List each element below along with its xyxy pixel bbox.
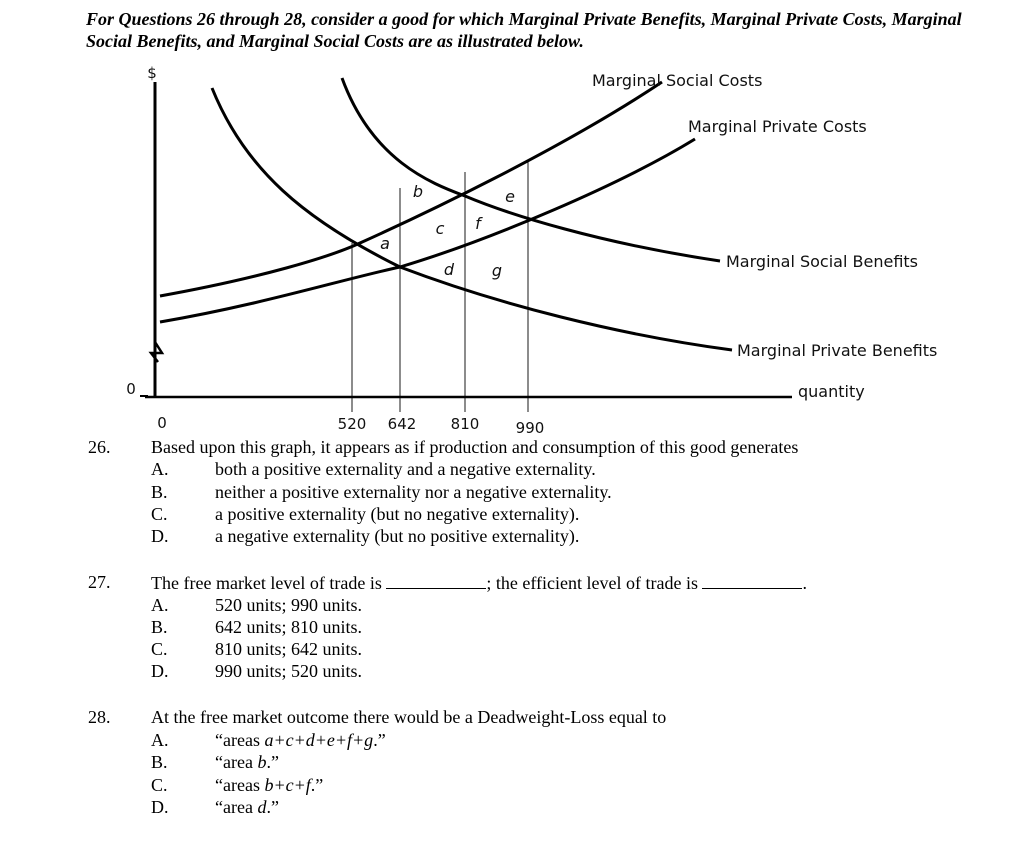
curve-marginal-private-benefits — [212, 88, 732, 350]
option-d[interactable]: D. “area d.” — [151, 797, 279, 817]
option-c[interactable]: C. 810 units; 642 units. — [151, 639, 363, 659]
option-d[interactable]: D. 990 units; 520 units. — [151, 661, 363, 681]
y-axis-break-icon — [151, 342, 162, 362]
question-stem: Based upon this graph, it appears as if production and consumption of this good generates — [151, 437, 799, 457]
x-axis-label: quantity — [798, 382, 865, 401]
x-tick-990: 990 — [515, 419, 545, 437]
question-number: 26. — [88, 437, 111, 457]
label-marginal-social-costs: Marginal Social Costs — [592, 71, 763, 90]
question-stem: At the free market outcome there would be a Deadweight-Loss equal to — [151, 707, 667, 727]
question-26 — [88, 437, 1008, 547]
question-number: 27. — [88, 572, 111, 592]
area-label-e: e — [505, 187, 515, 206]
area-label-b: b — [412, 182, 424, 201]
option-a[interactable]: A. 520 units; 990 units. — [151, 595, 363, 615]
x-tick-642: 642 — [387, 415, 417, 433]
option-b[interactable]: B. “area b.” — [151, 752, 279, 772]
curve-marginal-social-benefits — [342, 78, 720, 261]
curve-marginal-private-costs — [160, 139, 695, 322]
y-axis-label: $ — [147, 64, 157, 82]
answer-blank-1[interactable] — [386, 572, 486, 589]
area-label-g: g — [491, 261, 503, 280]
option-c[interactable]: C. a positive externality (but no negative externality). — [151, 504, 580, 524]
question-stem: The free market level of trade is ; the efficient level of trade is . — [151, 573, 807, 593]
origin-label-left: 0 — [126, 380, 136, 398]
x-tick-520: 520 — [337, 415, 367, 433]
label-marginal-private-benefits: Marginal Private Benefits — [737, 341, 938, 360]
origin-label-bottom: 0 — [157, 414, 167, 432]
option-d[interactable]: D. a negative externality (but no positive externality). — [151, 526, 580, 546]
option-c[interactable]: C. “areas b+c+f.” — [151, 775, 324, 795]
question-number: 28. — [88, 707, 111, 727]
option-b[interactable]: B. neither a positive externality nor a negative externality. — [151, 482, 612, 502]
area-label-f: f — [475, 214, 481, 233]
area-label-d: d — [443, 260, 455, 279]
label-marginal-social-benefits: Marginal Social Benefits — [726, 252, 918, 271]
label-marginal-private-costs: Marginal Private Costs — [688, 117, 867, 136]
x-tick-810: 810 — [450, 415, 480, 433]
intro-text: For Questions 26 through 28, consider a good for which Marginal Private Benefits, Marginal Private Costs, Marginal Social Benefits, and Marginal Social Costs are as illustrated below. — [86, 9, 962, 51]
answer-blank-2[interactable] — [702, 572, 802, 589]
area-label-a: a — [380, 234, 390, 253]
question-27 — [88, 572, 1008, 682]
option-a[interactable]: A. both a positive externality and a negative externality. — [151, 459, 596, 479]
option-a[interactable]: A. “areas a+c+d+e+f+g.” — [151, 730, 386, 750]
option-b[interactable]: B. 642 units; 810 units. — [151, 617, 363, 637]
question-28 — [88, 707, 1008, 822]
area-label-c: c — [435, 219, 445, 238]
